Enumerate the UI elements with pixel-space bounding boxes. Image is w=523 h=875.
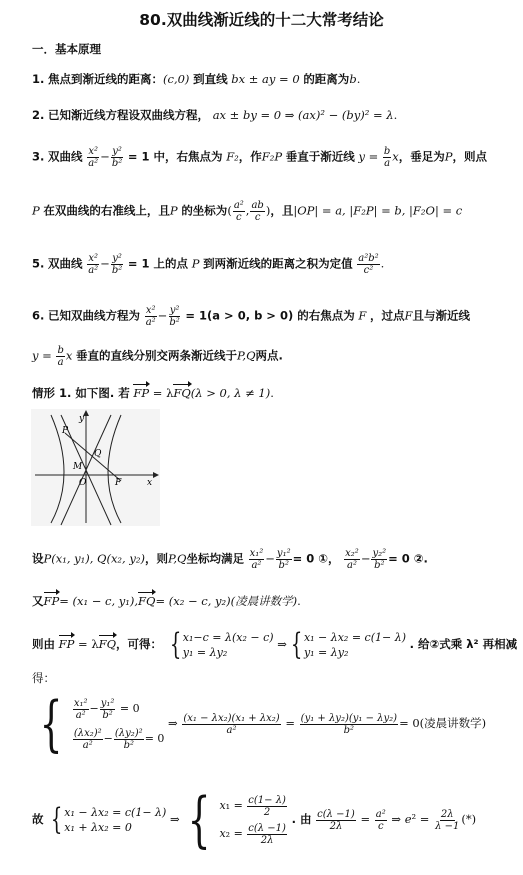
label-m: M — [73, 462, 83, 472]
gu-line: 故 { x₁ − λx₂ = c(1− λ) x₁ + λx₂ = 0 ⇒ { x₁ = $\frac{c(1- \lambda)}{2}$ x₂ = $\frac{c(\lambda -1)}{2\lambda}$ . 由 $\frac{c(\lambda -1)}{2\lambda}$ = $\frac{\text{a²}}{c}$ ⇒ e² = $\frac{2\lambda}{\lambda -1}$ (*) — [32, 785, 477, 855]
fraction: $\frac{\text{y₁²}}{\text{b²}}$ — [276, 548, 291, 571]
math: |OP| = a, |F₂P| = b, |F₂O| = c — [293, 203, 463, 218]
fraction: $\frac{\text{x²}}{\text{a²}}$ — [88, 146, 99, 169]
label-y: y — [79, 414, 85, 424]
item-text: 在双曲线的右准线上，且 — [43, 203, 170, 218]
item-number: 1. — [32, 72, 45, 86]
item-text: = 1 中，右焦点为 — [127, 149, 223, 164]
item-text: 焦点到渐近线的距离： — [48, 72, 164, 86]
page-title: 80.双曲线渐近线的十二大常考结论 — [139, 11, 384, 29]
item-text: 到两渐近线的距离之积为定值 — [203, 256, 353, 271]
item-text: 已知渐近线方程设双曲线方程， — [48, 108, 210, 122]
line-text: 故 — [32, 812, 44, 826]
math: F₂P — [261, 149, 283, 164]
fraction: $\frac{b}{a}$ — [383, 146, 391, 169]
fraction: $\frac{\text{y²}}{\text{b²}}$ — [169, 305, 180, 328]
item-text: 到直线 — [193, 72, 228, 86]
label-o: O — [79, 478, 87, 488]
item-text: ，过点 — [370, 308, 405, 323]
item-3-cont: P 在双曲线的右准线上，且P 的坐标为( $\frac{\text{a²}}{c}$ , $\frac{ab}{c}$ )，且|OP| = a, |F₂P| = b, |F₂O| = c — [32, 200, 463, 223]
math: ax ± by = 0 ⇒ (ax)² − (by)² = λ — [212, 108, 394, 122]
equation-system: x₁ − λx₂ = c(1− λ) y₁ = λy₂ — [303, 631, 406, 659]
fraction: $\frac{\text{y²}}{\text{b²}}$ — [111, 146, 123, 169]
item-text: 垂直的直线分别交两条渐近线于 — [76, 348, 238, 363]
set-line: 设P(x₁, y₁), Q(x₂, y₂)，则P,Q坐标均满足 $\frac{\text{x₁²}}{\text{a²}}$ − $\frac{\text{y₁²}}{\text{b²}}$ = 0 ①， $\frac{\text{x₂²}}{\text{a²}}$ − $\frac{\text{y₂²}}{\text{b²}}$ = 0 ②. — [32, 548, 428, 571]
math: b — [349, 72, 357, 86]
ze-line: 则由 FP = λFQ，可得： { x₁−c = λ(x₂ − c) y₁ = λy₂ ⇒ { x₁ − λx₂ = c(1− λ) y₁ = λy₂ . 给②式乘 λ² 再相减 — [32, 627, 518, 662]
fraction: $\frac{\text{a²}}{c}$ — [233, 200, 244, 223]
item-number: 6. — [32, 308, 45, 323]
item-text: = 1(a > 0, b > 0) 的右焦点为 — [185, 308, 355, 323]
item-text: 的坐标为 — [181, 203, 228, 218]
case-1: 情形 1. 如下图. 若 FP = λFQ(λ > 0, λ ≠ 1). — [32, 386, 274, 400]
fraction: $\frac{\text{x₁²}}{\text{a²}}$ — [249, 548, 264, 571]
item-number: 5. — [32, 256, 45, 271]
fraction: $\frac{\text{a²b²}}{\text{c²}}$ — [358, 253, 379, 276]
equation-system: x₁ − λx₂ = c(1− λ) x₁ + λx₂ = 0 — [64, 806, 167, 834]
item-6-cont: y = $\frac{b}{a}$ x 垂直的直线分别交两条渐近线于P,Q两点. — [32, 345, 283, 368]
label-p: P — [62, 426, 69, 436]
label-q: Q — [94, 449, 102, 459]
item-text: = 1 上的点 — [127, 256, 189, 271]
item-number: 3. — [32, 149, 45, 164]
equation-system: x₁ = $\frac{c(1- \lambda)}{2}$ x₂ = $\frac{c(\lambda -1)}{2\lambda}$ — [219, 794, 286, 846]
item-text: 已知双曲线方程为 — [48, 308, 141, 323]
item-3: 3. 双曲线 $\frac{\text{x²}}{\text{a²}}$ − $\frac{\text{y²}}{\text{b²}}$ = 1 中，右焦点为 F₂，作F₂P 垂直于渐近线 y = $\frac{b}{a}$ x，垂足为P，则点 — [32, 146, 488, 169]
label-f: F — [115, 478, 122, 488]
hyperbola-diagram — [31, 409, 160, 526]
equation-system: x₁−c = λ(x₂ − c) y₁ = λy₂ — [182, 631, 274, 659]
item-number: 2. — [32, 108, 45, 122]
item-1: 1. 焦点到渐近线的距离：(c,0) 到直线 bx ± ay = 0 的距离为b. — [32, 72, 361, 86]
fraction: $\frac{\text{x²}}{\text{a²}}$ — [88, 253, 99, 276]
item-text: 垂直于渐近线 — [285, 149, 355, 164]
de-line: 得： — [32, 671, 55, 685]
case-label: 情形 1. 如下图. 若 — [32, 386, 130, 400]
fraction: $\frac{\text{y²}}{\text{b²}}$ — [111, 253, 123, 276]
item-5: 5. 双曲线 $\frac{\text{x²}}{\text{a²}}$ − $\frac{\text{y²}}{\text{b²}}$ = 1 上的点 P 到两渐近线的距离之积为定值 $\frac{\text{a²b²}}{\text{c²}}$ . — [32, 253, 385, 276]
fraction: $\frac{\text{y₂²}}{\text{b²}}$ — [372, 548, 387, 571]
fraction: $\frac{b}{a}$ — [57, 345, 64, 368]
line-text: 设 — [32, 551, 44, 566]
math: (c,0) — [163, 72, 190, 86]
item-text: 的距离为 — [303, 72, 350, 86]
x-axis-arrow — [153, 472, 159, 478]
item-6: 6. 已知双曲线方程为 $\frac{\text{x²}}{\text{a²}}$ − $\frac{\text{y²}}{\text{b²}}$ = 1(a > 0, b > 0) 的右焦点为 F ，过点F且与渐近线 — [32, 305, 470, 328]
hyperbola-right-branch — [108, 415, 121, 523]
math: (λ > 0, λ ≠ 1) — [190, 386, 271, 400]
fraction: $\frac{\text{x²}}{\text{a²}}$ — [145, 305, 156, 328]
section-heading: 一．基本原理 — [32, 42, 101, 56]
item-2: 2. 已知渐近线方程设双曲线方程， ax ± by = 0 ⇒ (ax)² − (by)² = λ. — [32, 108, 398, 122]
you-line: 又FP= (x₁ − c, y₁),FQ= (x₂ − c, y₂)(凌晨讲数学). — [32, 594, 301, 608]
big-equation: { $\frac{\text{x₁²}}{\text{a²}}$ − $\frac{\text{y₁²}}{\text{b²}}$ = 0 $\frac{\text{(λx₂)²}}{\text{a²}}$ − $\frac{\text{(λy₂)²}}{\text{b²}}$ = 0 ⇒ $\frac{\text{(x₁ − λx₂)(x₁ + λx₂)}}{\text{a²}}$ = $\frac{\text{(y₁ + λy₂)(y₁ − λy₂)}}{\text{b²}}$ = 0(凌晨讲数学) — [39, 689, 487, 759]
hyperbola-figure — [31, 409, 160, 526]
item-text: 双曲线 — [48, 256, 83, 271]
fraction: $\frac{\text{x₂²}}{\text{a²}}$ — [345, 548, 359, 571]
equation-system: $\frac{\text{x₁²}}{\text{a²}}$ − $\frac{\text{y₁²}}{\text{b²}}$ = 0 $\frac{\text{(λx₂)²}}{\text{a²}}$ − $\frac{\text{(λy₂)²}}{\text{b²}}$ = 0 — [73, 697, 165, 751]
fraction: $\frac{ab}{c}$ — [251, 200, 264, 223]
line-text: 又 — [32, 594, 44, 608]
math: bx ± ay = 0 — [231, 72, 300, 86]
math: F₂ — [226, 149, 239, 164]
line-text: 则由 — [32, 637, 55, 651]
label-x: x — [147, 478, 153, 488]
item-text: 双曲线 — [48, 149, 83, 164]
